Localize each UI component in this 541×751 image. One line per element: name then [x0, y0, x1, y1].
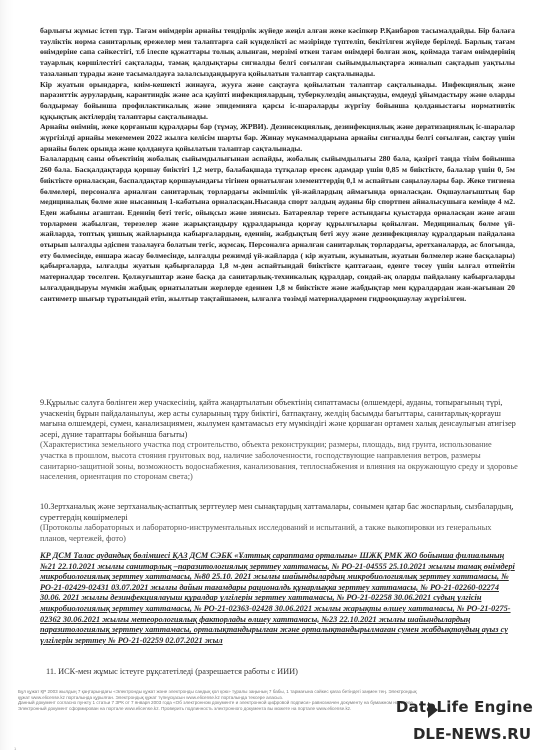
footer-page-marker: 1	[14, 746, 17, 751]
section-10	[40, 502, 518, 544]
footer-kazakh: Бұл құжат ҚР 2003 жылдың 7 қаңтарындағы «Электронды құжат және электронды сандық қол қою» туралы заңының 7 бабы, 1 тармағына сәйкес қағаз бетіндегі заңмен тең. Электрондық құжат www.elicense.kz порталында құрылған. Электрондық құжат түпнұсқасын www.elicense.kz порталында тексере аласыз.	[18, 689, 417, 700]
paragraph-food: барлығы жұмыс істеп тұр. Тағам өнімдерін арнайы тендірлік жүйеде жеңіл алған жеке кәсіпкер Р.Қанбаров тасымалдайды. Бір балаға тәуліктік норма санитарлық ережелер мен талаптарға сай күнделікті ас мәзірінде түптеліп, бекітілген жүйеде беріледі. Барлық тағам өнімдеріне сапа сәйкестігі, т.б ілеспе құжаттары толық алынған, мерзімі өткен тағам өнімдері болған жоқ, қоймада тағам өнімдерінің тауарлық көршілестігі сақталады, тамақ қалдықтары сигналды белгі соғылған сыйымдылықтарға жиналып сақтадып уақтылы тазаланып тұрады жәнe тасымалдауға залалсыздандыруға қойылатын талаптар сақталынады.	[40, 26, 515, 78]
paragraph-disinfection: Арнайы өнімнің, жеке қорғаныш құралдары бар (тұмау, ЖРВИ). Дезинсекциялық, дезинфекциялық және дератизациялық іс-шаралар жүргізілді арнайы мекемемен 2022 жылға келісім шарты бар. Жинау мүкаммалдарына арнайы сигналды белгі соғылған, сақтау үшін арнайы бөлек орында және қолдануға қойылатын талаптар сақталынады.	[40, 122, 515, 153]
section-9	[40, 398, 518, 483]
protocols-text: КР ДСМ Талас аудандық бөлімшесі ҚАЗ ДСМ СЭБК «Ұлттық сараптама орталығы» ШЖҚ РМК ЖО бойынша филиалының №21 22.10.2021 жылғы санитарлық –паразитологиялық зерттеу хаттамасы, № РО-21-04555 25.10.2021 жылғы тамақ өнімдері микробиологиялық зерттеу хаттамасы, №80 25.10. 2021 жылғы шайындылардың микробиологиялық зерттеу хаттамасы, № РО-21-02429-02431 03.07.2021 жылғы дайын тағамдары рационалдь құнарлықка зерттеу хаттамасы, № РО-21-02260-02274 30.06. 2021 жылғы дезинфекциялауыш құралдар үлгілерін зерттеу хаттамасы, № РО-21-02258 30.06.2021 судың үлгісін микробиологиялық зерттеу хаттамасы, № РО-21-02363-02428 30.06.2021 жылғы жарықты өлшеу хаттамасы, № РО-21-0275-02362 30.06.2021 жылғы метеорологиялық факторлады өлшеу хаттамасы, №23 22.10.2021 жылғы шайындылардың паразитологиялық зерттеу хаттамасы, орталықтандырылған және орталықтандырылмаған сумен жабдықтаудың ауыз су үлгілерін зерттеу № РО-21-02259 02.07.2021 жыл	[40, 551, 515, 645]
protocols-list	[40, 551, 518, 646]
section-11: 11. ИСК-мен жұмыс істеуге рұқсатетіледі (разрешается работы с ИИИ)	[46, 667, 298, 676]
section-10-kazakh: 10.Зертханалық және зертханалық-аспаптық зерттеулер мен сынақтардың хаттамалары, сонымен қатар бас жоспарлың, сызбалардың, суреттердің көшірмелері	[40, 502, 514, 522]
footer-russian: Данный документ согласно пункту 1 статьи 7 ЗРК от 7 января 2003 года «Об электронном документе и электронной цифровой подписи» равнозначен документу на бумажном носителе. Электронный документ сформирован на портале www.elicense.kz. Проверить подлинность электронного документа вы можете на портале www.elicense.kz.	[18, 700, 415, 711]
paragraph-capacity: Балалардың саны объектінің жобалық сыйымдылығынан аспайды, жобалық сыйымдылығы 280 бала, қазіргі таңда тізім бойынша 260 бала. Басқалдақтарда қоршау биіктігі 1,2 метр, балабақшада тұтқалар ересек адамдар үшін 0,85 м биіктікте, балалар үшін 0, 5м биіктікте орналасқан, баспалдақтар қоршауындағы тігінен орнатылған элементтердің 0,1 м аспайтын саңылаулары бар. Жеке тигиена бөлмелері, персоналға арналған санитарлық торлардағы әкімшілік үй-жайлардың аймағында орналасқан. Оқшаулағыштың бар медициналық бөлме жне нысанның 1-кабатына орналасқан.Нысанда спорт залдың ауданы бір спортпен айналысушыға кемінде 4 м2. Еден жабыны агаштан. Еденнің беті тегіс, ойықсыз және зиянсыз. Батареялар тереге астындағы қуыстарда орналасқан және ағаш торлармен жабылған, терезелер және жарықтандыру құралдарында қорғау құрылғылары қойылған. Медициналық бөлме үй-жайларда, топтық ұишық жайларында кабырғалардың, еденнің, жабдықтың беті жуу және дезинфекциялау құралдарын пайдалана отырып ылғалды әдіспен тазалауға болатын тегіс, жұмсақ. Персоналға арналған санитарлық торлардағы, әретханаларда, ас блогында, ету бөлмесінде, еншара жасау бөлмесінде, ылғалды режимді үй-жайларда ( кір жуатын, жуынатын, жуатын бөлмелер және басқалары) қабырғаларда, ылғалды жуатын қабырғаларда 1,8 м-ден аспайтындай биіктікте қаптағаан, еденге төсеу үшін ылғал өтпейтін материалдар төселген. Қолжуғыштар және басқа да санитарлық-техникалық құралдар, сондай-ақ оларды пайдалану кабырғаларды ылғалдандыруы мүмкін жабдық орнатылатын жерлерде еденнен 1,8 м биіктікте және жабдықтар мен құралдардан жан-жағынан 20 сантиметр шығыр тұратындай етіп, жылтыр тақтайшамен, ылғалға төзімді материалдармен гидрооқшаулау жүргізілген.	[40, 154, 515, 303]
section-9-russian: (Характеристика земельного участка под строительство, объекта реконструкции; размеры, площадь, вид грунта, использование участка в прошлом, высота стояния грунтовых вод, наличие заболоченности, господствующие направления ветров, размеры санитарно-защитной зоны, возможность водоснабжения, канализования, теплоснабжения и влияния на окружающую среду и здоровье населения, ориентация по сторонам света;)	[40, 440, 518, 482]
watermark-line-2: DLE-NEWS.RU	[412, 725, 531, 743]
watermark-line-1: DataLife Engine	[395, 698, 533, 716]
paragraph-laundry: Кір жуатын орындарға, киім-кешекті жинауға, жууға және сақтауға қойылатын талаптар сақталынады. Инфекциялық және паразиттік аурулардың, карантиндік және аса қауіпті инфекциялардың, туберкулездің анықтауды, емдеуді ұйымдастыру және оларды болдырмау бойынша профилактикалық және эпидемияға қарсы іс-шараларды жүргізу бойынша қолданыстағы нормативтік құқықтық актілердің талаптары сақталынады.	[40, 79, 515, 121]
section-9-kazakh: 9.Құрылыс салуға бөлінген жер учаскесінің, қайта жаңартылатын объектінің сипаттамасы (өлшемдері, ауданы, топырағының түрі, учаскенің бұрын пайдаланылуы, жер асты суларының тұру биіктігі, батпақтану, желдің басымды бағыттары, санитарлық-қорғауш мағына өлшемдері, сумен, канализациямен, жылумен қамтамасыз ету мүмкіндігі және қоршаған ортамен халық денсаулығын атигізер әсері, дүние тараптары бойынша бағыты)	[40, 398, 516, 439]
section-10-russian: (Протоколы лабораторных и лабораторно-инструментальных исследований и испытаний, а также выкопировки из генеральных планов, чертежей, фото)	[40, 523, 492, 543]
footer-legal-notice	[18, 689, 428, 711]
main-text-block	[40, 26, 515, 304]
